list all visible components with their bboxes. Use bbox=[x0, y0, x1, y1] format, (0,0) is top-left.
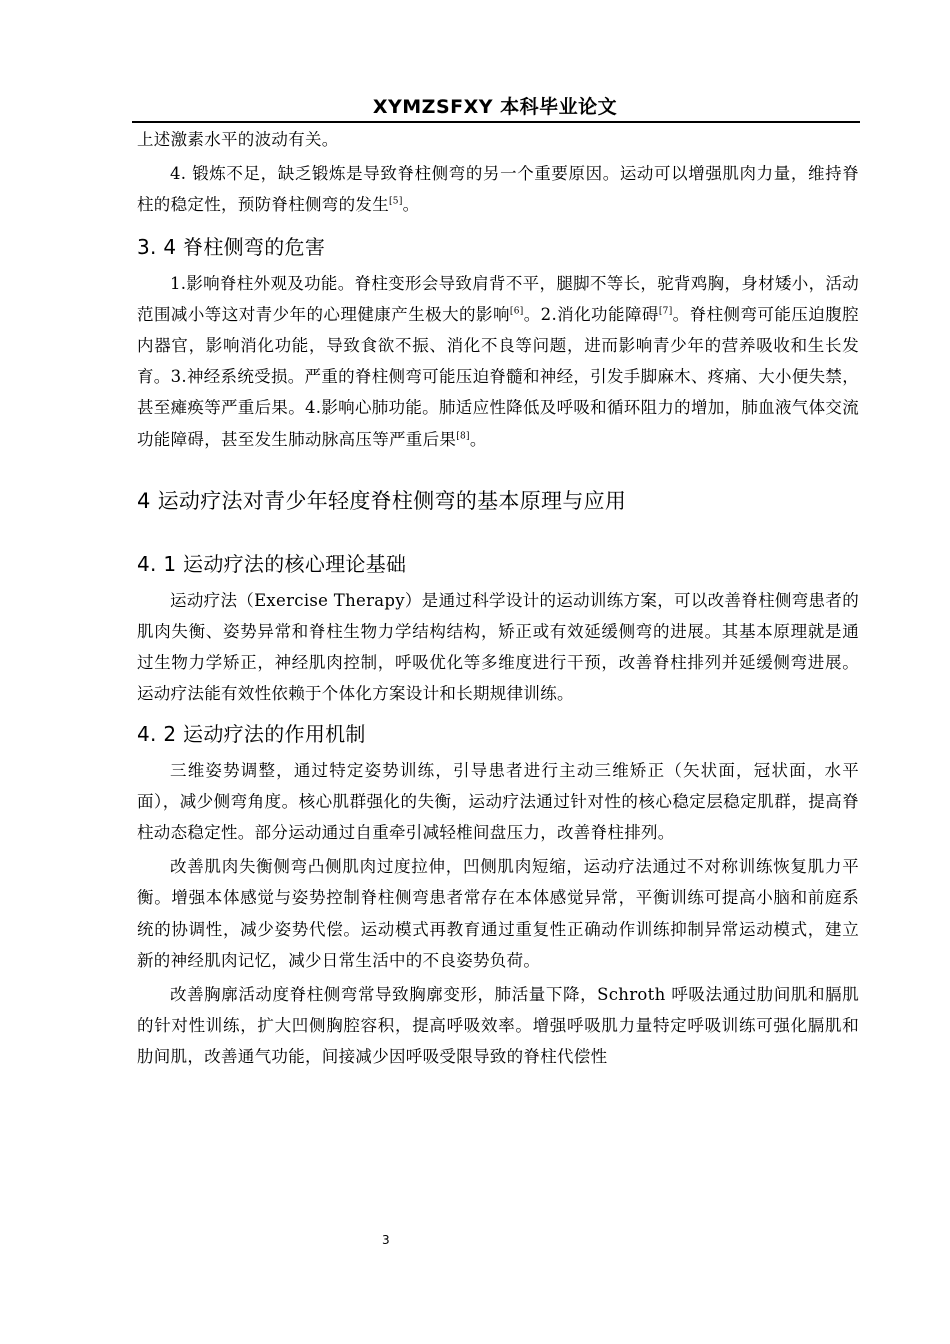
section-heading-4-2: 4. 2 运动疗法的作用机制 bbox=[137, 721, 366, 746]
paragraph-mechanism-3: 改善胸廓活动度脊柱侧弯常导致胸廓变形，肺活量下降，Schroth 呼吸法通过肋间肌和膈肌的针对性训练，扩大凹侧胸腔容积，提高呼吸效率。增强呼吸肌力量特定呼吸训练可强化膈肌和肋间肌，改善通气功能，间接减少因呼吸受限导致的脊柱代偿性 bbox=[137, 985, 859, 1067]
paragraph-exercise-lack bbox=[137, 158, 859, 220]
chapter-heading-4: 4 运动疗法对青少年轻度脊柱侧弯的基本原理与应用 bbox=[137, 488, 627, 513]
header-rule bbox=[132, 121, 860, 123]
citation-7: [7] bbox=[658, 306, 673, 317]
citation-5: [5] bbox=[389, 196, 403, 207]
paragraph-text: 1.影响脊柱外观及功能。脊柱变形会导致肩背不平，腿脚不等长，驼背鸡胸，身材矮小，活动范围减小等这对青少年的心理健康产生极大的影响 bbox=[137, 273, 859, 324]
page-body bbox=[137, 124, 859, 1073]
page-number: 3 bbox=[382, 1233, 390, 1247]
paragraph-theory: 运动疗法（Exercise Therapy）是通过科学设计的运动训练方案，可以改善脊柱侧弯患者的肌肉失衡、姿势异常和脊柱生物力学结构结构，矫正或有效延缓侧弯的进展。其基本原理就是通过生物力学矫正，神经肌肉控制，呼吸优化等多维度进行干预，改善脊柱排列并延缓侧弯进展。运动疗法能有效性依赖于个体化方案设计和长期规律训练。 bbox=[137, 590, 859, 704]
paragraph-tail: 。 bbox=[469, 429, 487, 449]
section-heading-3-4: 3. 4 脊柱侧弯的危害 bbox=[137, 234, 326, 259]
paragraph-mechanism-1: 三维姿势调整，通过特定姿势训练，引导患者进行主动三维矫正（矢状面，冠状面，水平面），减少侧弯角度。核心肌群强化的失衡，运动疗法通过针对性的核心稳定层稳定肌群，提高脊柱动态稳定性。部分运动通过自重牵引减轻椎间盘压力，改善脊柱排列。 bbox=[137, 760, 859, 843]
paragraph-text: 4. 锻炼不足，缺乏锻炼是导致脊柱侧弯的另一个重要原因。运动可以增强肌肉力量，维持脊柱的稳定性，预防脊柱侧弯的发生 bbox=[137, 164, 859, 215]
paragraph-mechanism-2: 改善肌肉失衡侧弯凸侧肌肉过度拉伸，凹侧肌肉短缩，运动疗法通过不对称训练恢复肌力平衡。增强本体感觉与姿势控制脊柱侧弯患者常存在本体感觉异常，平衡训练可提高小脑和前庭系统的协调性，减少姿势代偿。运动模式再教育通过重复性正确动作训练抑制异常运动模式，建立新的神经肌肉记忆，减少日常生活中的不良姿势负荷。 bbox=[137, 857, 859, 970]
paragraph-hazards bbox=[137, 268, 859, 455]
citation-8: [8] bbox=[456, 431, 470, 442]
section-heading-4-1: 4. 1 运动疗法的核心理论基础 bbox=[137, 551, 407, 576]
paragraph-continued: 上述激素水平的波动有关。 bbox=[137, 130, 339, 149]
paragraph-text: 。2.消化功能障碍 bbox=[523, 304, 659, 324]
running-header: XYMZSFXY 本科毕业论文 bbox=[372, 96, 618, 118]
paragraph-text: 。脊柱侧弯可能压迫腹腔内器官，影响消化功能，导致食欲不振、消化不良等问题，进而影响青少年的营养吸收和生长发育。3.神经系统受损。严重的脊柱侧弯可能压迫脊髓和神经，引发手脚麻木、疼痛、大小便失禁，甚至瘫痪等严重后果。4.影响心肺功能。肺适应性降低及呼吸和循环阻力的增加，肺血液气体交流功能障碍，甚至发生肺动脉高压等严重后果 bbox=[137, 304, 859, 449]
citation-6: [6] bbox=[509, 306, 524, 317]
paragraph-tail: 。 bbox=[402, 195, 420, 215]
